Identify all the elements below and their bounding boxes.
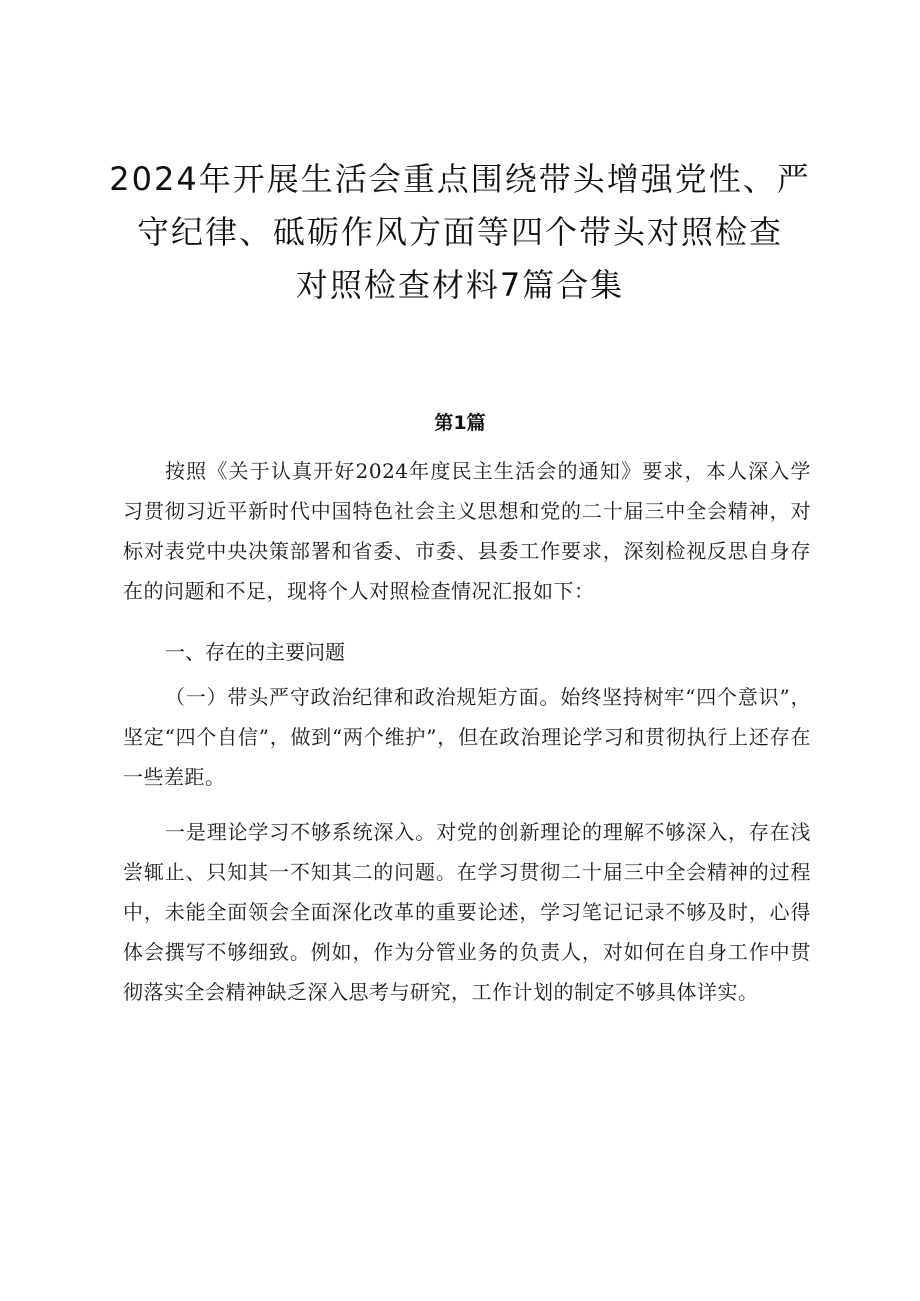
document-title	[100, 153, 820, 312]
chapter-label: 第1篇	[434, 412, 486, 434]
title-line-1: 2024年开展生活会重点围绕带头增强党性、严	[109, 160, 811, 198]
paragraph-theory-study	[123, 812, 811, 1012]
paragraph-intro: 按照《关于认真开好2024年度民主生活会的通知》要求，本人深入学习贯彻习近平新时代中国特色社会主义思想和党的二十届三中全会精神，对标对表党中央决策部署和省委、市委、县委工作要求，深刻检视反思自身存在的问题和不足，现将个人对照检查情况汇报如下：	[123, 459, 811, 603]
title-line-2: 守纪律、砥砺作风方面等四个带头对照检查	[136, 213, 783, 251]
paragraph-lead: （一）带头严守政治纪律和政治规矩方面。	[165, 685, 561, 709]
section-heading: 一、存在的主要问题	[165, 640, 345, 664]
paragraph-lead: 一是理论学习不够系统深入。	[165, 820, 437, 844]
paragraph-body: 对党的创新理论的理解不够深入，存在浅尝辄止、只知其一不知其二的问题。在学习贯彻二十届三中全会精神的过程中，未能全面领会全面深化改革的重要论述，学习笔记记录不够及时，心得体会撰写不够细致。例如，作为分管业务的负责人，对如何在自身工作中贯彻落实全会精神缺乏深入思考与研究，工作计划的制定不够具体详实。	[123, 820, 812, 1004]
paragraph-body: 始终坚持树牢“四个意识”，坚定“四个自信”，做到“两个维护”，但在政治理论学习和贯彻执行上还存在一些差距。	[123, 685, 812, 789]
paragraph-political-discipline	[123, 677, 811, 797]
title-line-3: 对照检查材料7篇合集	[295, 266, 625, 304]
